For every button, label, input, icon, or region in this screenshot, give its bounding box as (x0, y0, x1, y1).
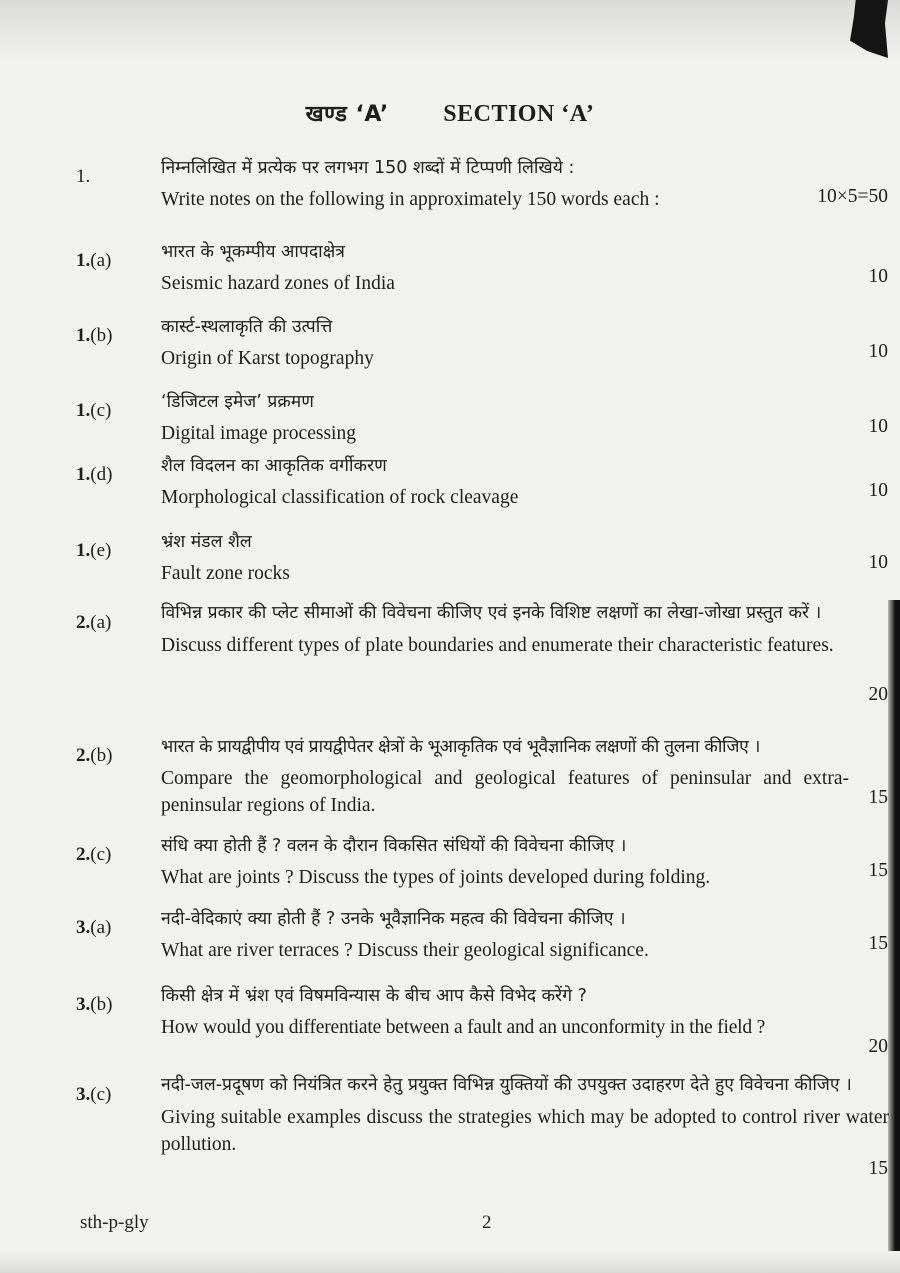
question-marks: 15 (868, 1158, 888, 1179)
question-text-english: Origin of Karst topography (161, 348, 374, 369)
question-sub: (a) (90, 917, 112, 938)
question-text-english: How would you differentiate between a fault and an unconformity in the field ? (161, 1017, 766, 1038)
question-marks: 10 (868, 341, 888, 362)
question-text-hindi: किसी क्षेत्र में भ्रंश एवं विषमविन्यास के बीच आप कैसे विभेद करेंगे ? (161, 986, 587, 1006)
question-text-english: Discuss different types of plate boundaries and enumerate their characteristic features. (161, 635, 834, 656)
paper-code: sth-p-gly (80, 1212, 149, 1233)
question-number: 1. (76, 250, 91, 271)
question-text-hindi: भारत के भूकम्पीय आपदाक्षेत्र (161, 242, 345, 262)
question-marks: 10 (868, 552, 888, 573)
question-marks: 10 (868, 480, 888, 501)
question-number: 1. (76, 464, 91, 485)
question-text-english: Morphological classification of rock cleavage (161, 487, 519, 508)
question-number: 3. (76, 994, 91, 1015)
question-number: 2. (76, 612, 91, 633)
question-number: 1. (76, 325, 91, 346)
question-marks: 10 (868, 416, 888, 437)
question-sub: (c) (90, 400, 112, 421)
question-text-hindi: भारत के प्रायद्वीपीय एवं प्रायद्वीपेतर क्षेत्रों के भूआकृतिक एवं भूवैज्ञानिक लक्षणों की तुलना कीजिए । (161, 737, 760, 757)
question-sub: (a) (90, 612, 112, 633)
question-text-hindi: निम्नलिखित में प्रत्येक पर लगभग 150 शब्दों में टिप्पणी लिखिये : (161, 158, 575, 178)
question-sub: (a) (90, 250, 112, 271)
question-text-hindi: ‘डिजिटल इमेज’ प्रक्रमण (161, 392, 314, 412)
question-number: 2. (76, 844, 91, 865)
scan-shadow-bottom (0, 1251, 900, 1273)
question-text-hindi: शैल विदलन का आकृतिक वर्गीकरण (161, 456, 387, 476)
question-sub: (d) (90, 464, 113, 485)
page-number: 2 (482, 1212, 492, 1233)
question-text-english: Seismic hazard zones of India (161, 273, 395, 294)
question-number: 1. (76, 166, 91, 187)
question-marks: 15 (868, 860, 888, 881)
question-sub: (b) (90, 994, 113, 1015)
section-heading (0, 98, 900, 128)
question-text-hindi: विभिन्न प्रकार की प्लेट सीमाओं की विवेचना कीजिए एवं इनके विशिष्ट लक्षणों का लेखा-जोखा प्रस्तुत करें । (161, 603, 822, 623)
question-text-hindi: नदी-जल-प्रदूषण को नियंत्रित करने हेतु प्रयुक्त विभिन्न युक्तियों की उपयुक्त उदाहरण देते हुए विवेचना कीजिए । (161, 1075, 852, 1095)
question-sub: (b) (90, 745, 113, 766)
question-sub: (c) (90, 844, 112, 865)
question-number: 2. (76, 745, 91, 766)
question-text-english: What are joints ? Discuss the types of joints developed during folding. (161, 867, 711, 888)
scan-shadow-top (0, 0, 900, 62)
question-text-english: Giving suitable examples discuss the strategies which may be adopted to control river water pollution. (161, 1107, 889, 1155)
question-marks: 20 (868, 1036, 888, 1057)
question-number: 1. (76, 400, 91, 421)
question-marks: 20 (868, 684, 888, 705)
question-marks: 15 (868, 787, 888, 808)
question-number: 1. (76, 540, 91, 561)
scan-edge-right (888, 600, 900, 1273)
question-text-hindi: संधि क्या होती हैं ? वलन के दौरान विकसित संधियों की विवेचना कीजिए । (161, 836, 627, 856)
question-text-english: Digital image processing (161, 423, 356, 444)
question-text-english: Fault zone rocks (161, 563, 290, 584)
question-text-english: Write notes on the following in approximately 150 words each : (161, 189, 660, 210)
question-marks: 15 (868, 933, 888, 954)
question-text-english: Compare the geomorphological and geological features of peninsular and extra-peninsular regions of India. (161, 768, 849, 816)
section-heading-hindi: खण्ड ‘A’ (305, 102, 389, 127)
question-text-hindi: भ्रंश मंडल शैल (161, 532, 252, 552)
question-marks: 10×5=50 (817, 186, 888, 207)
question-number: 3. (76, 917, 91, 938)
question-text-english: What are river terraces ? Discuss their geological significance. (161, 940, 649, 961)
section-heading-english: SECTION ‘A’ (443, 101, 595, 127)
question-sub: (c) (90, 1084, 112, 1105)
question-text-hindi: नदी-वेदिकाएं क्या होती हैं ? उनके भूवैज्ञानिक महत्व की विवेचना कीजिए । (161, 909, 626, 929)
question-marks: 10 (868, 266, 888, 287)
question-number: 3. (76, 1084, 91, 1105)
question-sub: (e) (90, 540, 112, 561)
question-text-hindi: कार्स्ट-स्थलाकृति की उत्पत्ति (161, 317, 333, 337)
question-sub: (b) (90, 325, 113, 346)
